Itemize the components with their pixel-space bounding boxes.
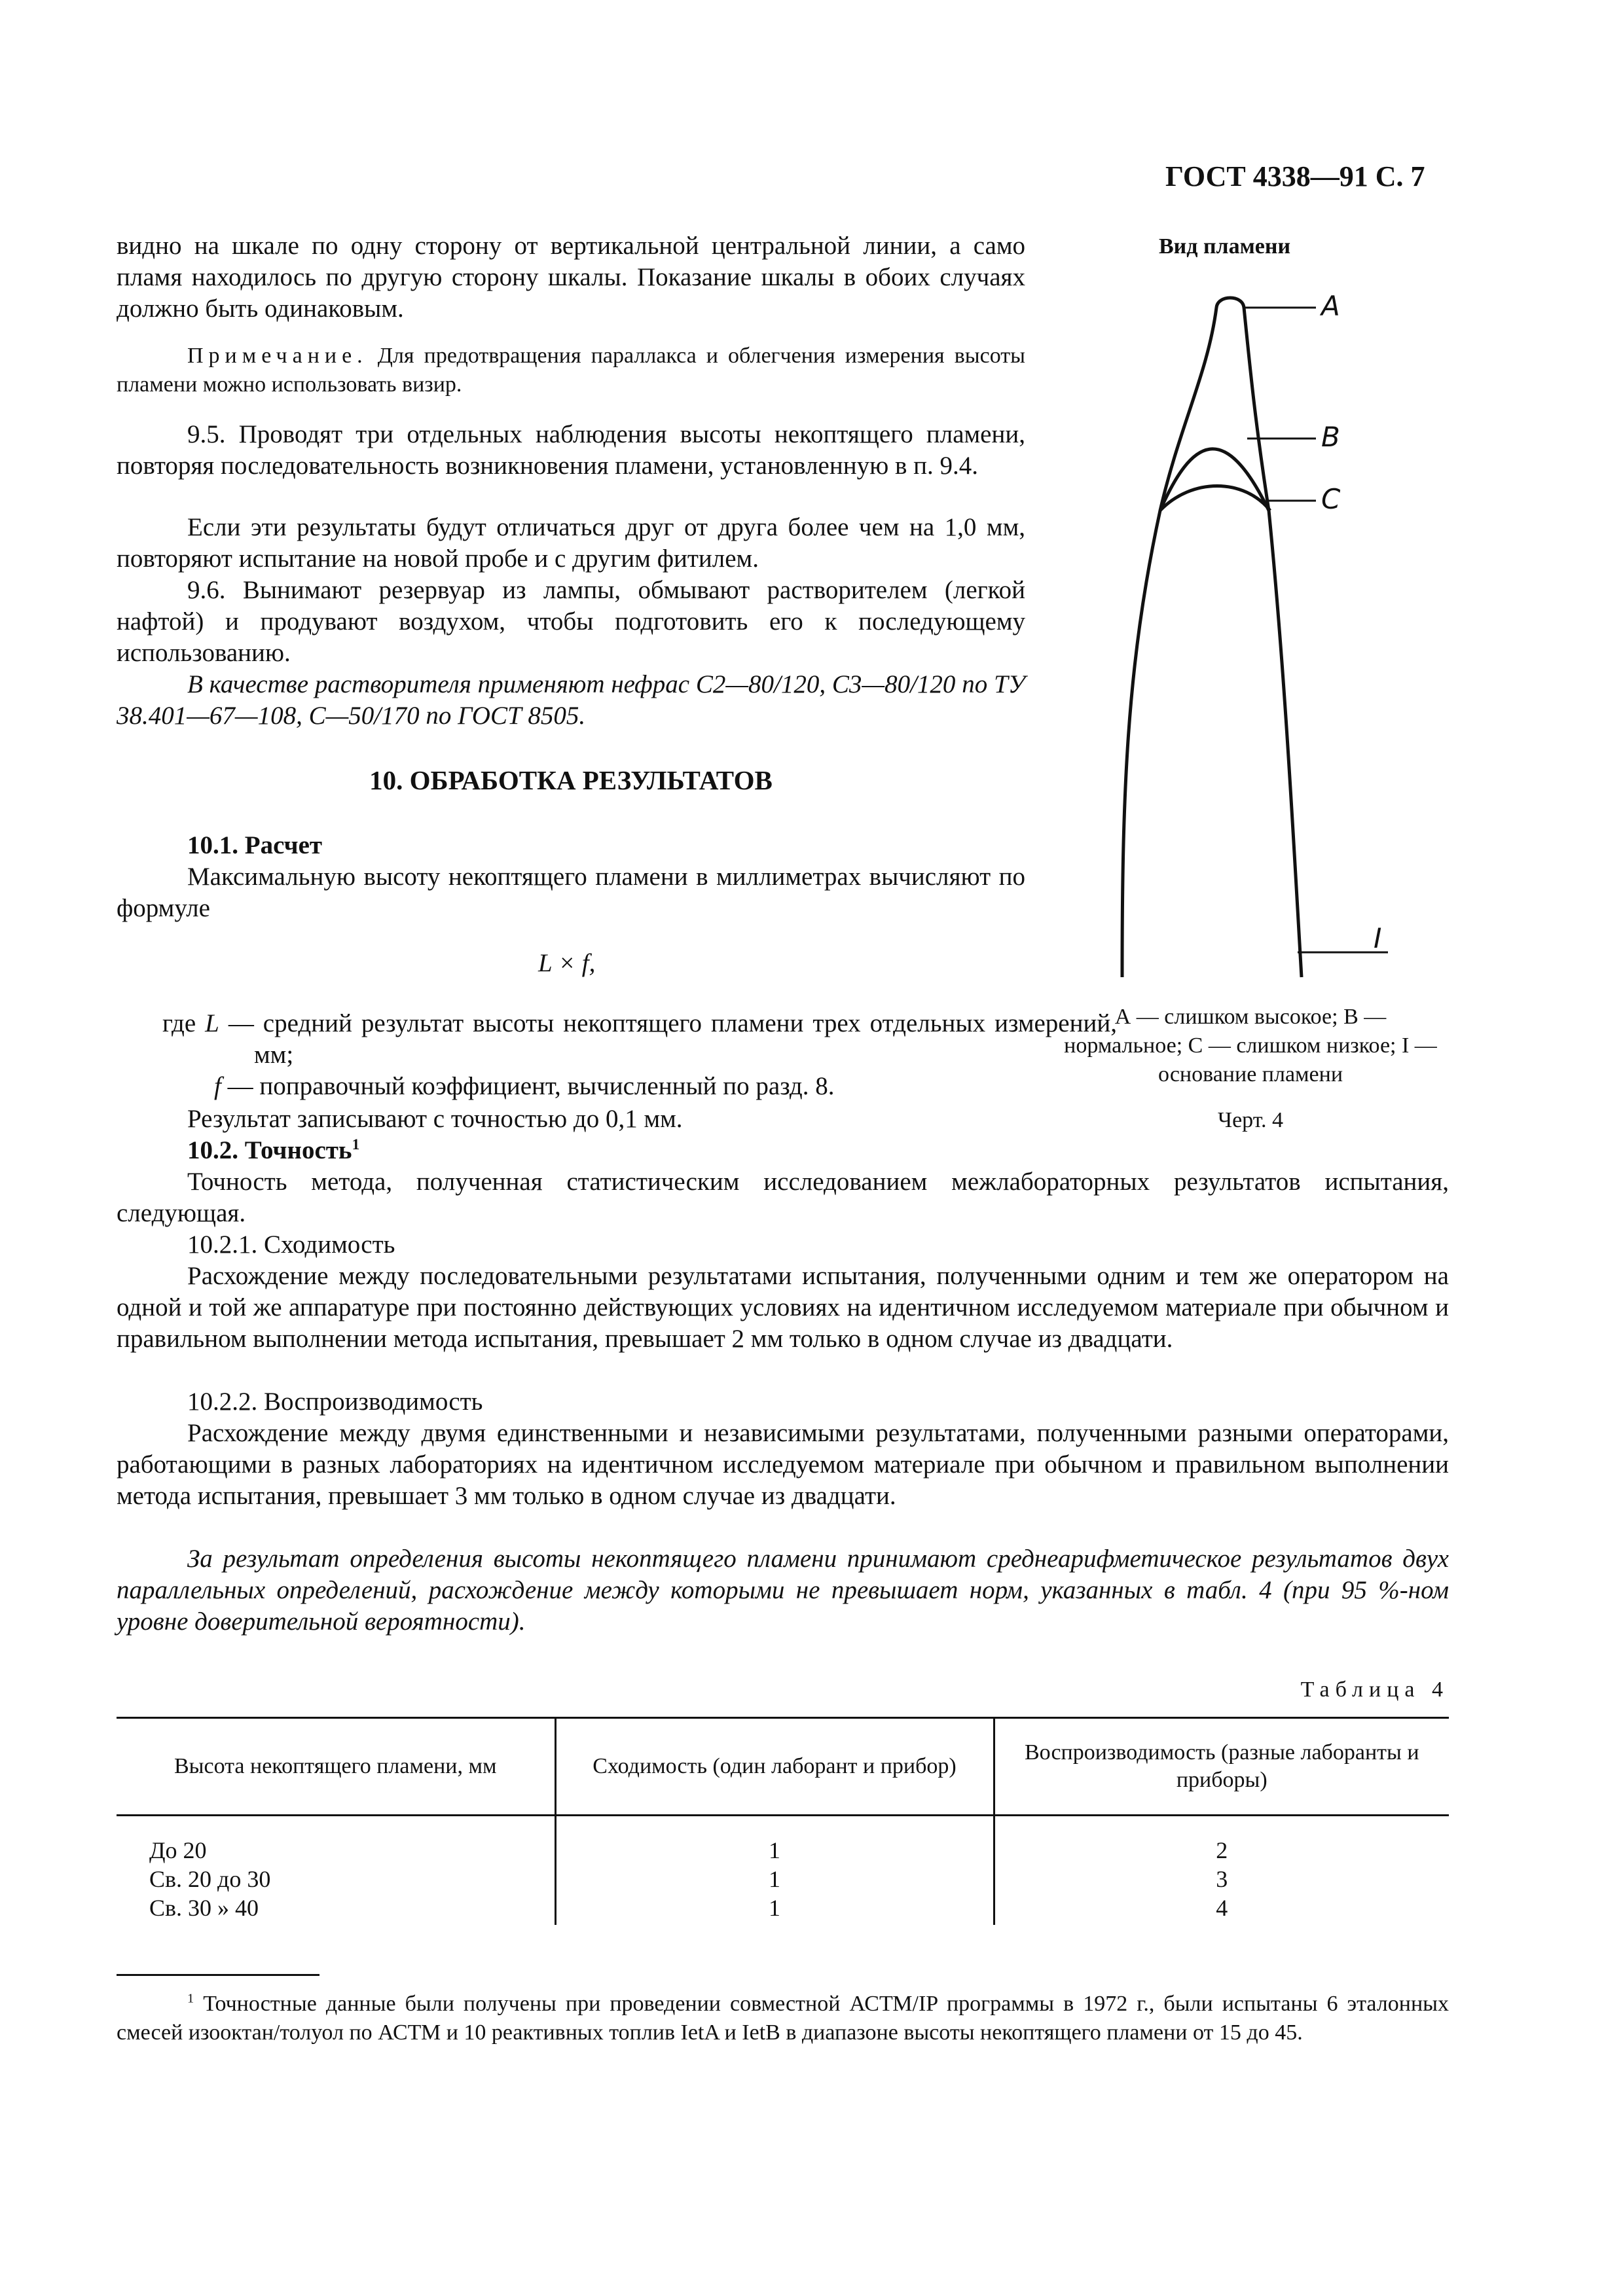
label-A: A: [1321, 290, 1340, 322]
label-C: C: [1321, 483, 1341, 515]
cell: До 20: [149, 1837, 207, 1863]
paragraph-9-5-b: Если эти результаты будут отличаться друг от друга более чем на 1,0 мм, повторяют испытание на новой пробе и с другим фитилем.: [117, 513, 1025, 573]
table-row: [117, 1816, 1449, 1926]
figure-number: Черт. 4: [1217, 1108, 1284, 1132]
note: [117, 342, 1025, 399]
symbol-f: f: [214, 1072, 221, 1100]
where-L: [162, 1008, 1117, 1071]
cell: 1: [769, 1837, 780, 1863]
footnote: [117, 1990, 1449, 2047]
table-cell-height: [117, 1816, 555, 1926]
footnote-mark: 1: [187, 1991, 194, 2006]
section-10-2-2-title: 10.2.2. Воспроизводимость: [187, 1388, 483, 1416]
table-cell-repeatability: [555, 1816, 994, 1926]
table-cell-reproducibility: [994, 1816, 1449, 1926]
where-L-text: — средний результат высоты некоптящего пламени трех отдельных измерений, мм;: [219, 1009, 1117, 1069]
figure-title: Вид пламени: [1159, 234, 1291, 259]
cell: 1: [769, 1866, 780, 1892]
table-header: Воспроизводимость (разные лаборанты и приборы): [994, 1718, 1449, 1816]
note-label: Примечание.: [187, 344, 368, 368]
table-header: Сходимость (один лаборант и прибор): [555, 1718, 994, 1816]
section-10-2-title: [187, 1135, 1235, 1166]
cell: 2: [1216, 1837, 1228, 1863]
paragraph-continued: видно на шкале по одну сторону от вертикальной центральной линии, а само пламя находилось по другую сторону шкалы. Показание шкалы в обоих случаях должно быть одинаковым.: [117, 232, 1025, 323]
section-10-2-1-title: 10.2.1. Сходимость: [187, 1230, 395, 1259]
section-10-2-2-text: Расхождение между двумя единственными и независимыми результатами, полученными разными операторами, работающими в разных лабораториях на идентичном исследуемом материале при обычном и правильном выполнении метода испытания, превышает 3 мм только в одном случае из двадцати.: [117, 1419, 1449, 1510]
cell: Св. 30 » 40: [149, 1895, 259, 1921]
where-prefix: где: [162, 1009, 206, 1037]
label-I: I: [1374, 922, 1382, 954]
precision-table: [117, 1717, 1449, 1925]
footnote-ref: 1: [352, 1136, 360, 1153]
page-header: ГОСТ 4338—91 С. 7: [1165, 160, 1425, 192]
footnote-divider: [117, 1974, 319, 1976]
italic-conclusion: За результат определения высоты некоптящего пламени принимают среднеарифметическое результатов двух параллельных определений, расхождение между которыми не превышает норм, указанных в табл. 4 (при 95 %-ном уровне доверительной вероятности).: [117, 1545, 1449, 1636]
paragraph-9-6-solvent: В качестве растворителя применяют нефрас С2—80/120, С3—80/120 по ТУ 38.401—67—108, С—50/170 по ГОСТ 8505.: [117, 670, 1025, 730]
paragraph-9-5: 9.5. Проводят три отдельных наблюдения высоты некоптящего пламени, повторяя последовательность возникновения пламени, установленную в п. 9.4.: [117, 420, 1025, 480]
cell: 4: [1216, 1895, 1228, 1921]
result-precision: Результат записывают с точностью до 0,1 мм.: [187, 1105, 683, 1133]
flame-outline-C: [1160, 486, 1270, 511]
cell: 1: [769, 1895, 780, 1921]
footnote-text: Точностные данные были получены при проведении совместной АСТМ/IP программы в 1972 г., были испытаны 6 эталонных смесей изооктан/толуол по АСТМ и 10 реактивных топлив IetA и IetB в диапазоне высоты некоптящего пламени от 15 до 45.: [117, 1992, 1449, 2045]
section-10-2-label: 10.2. Точность: [187, 1136, 352, 1164]
table-label: Таблица 4: [1300, 1677, 1449, 1702]
where-f-text: — поправочный коэффициент, вычисленный по разд. 8.: [221, 1072, 835, 1100]
paragraph-9-6: 9.6. Вынимают резервуар из лампы, обмывают растворителем (легкой нафтой) и продувают воздухом, чтобы подготовить его к последующему использованию.: [117, 576, 1025, 667]
note-text: Для предотвращения параллакса и облегчения измерения высоты пламени можно использовать визир.: [117, 344, 1025, 397]
table-header: Высота некоптящего пламени, мм: [117, 1718, 555, 1816]
figure-caption: А — слишком высокое; В — нормальное; С — слишком низкое; I — основание пламени: [1064, 1005, 1437, 1086]
section-10-2-1-text: Расхождение между последовательными результатами испытания, полученными одним и тем же оператором на одной и той же аппаратуре при постоянно действующих условиях на идентичном исследуемом материале при обычном и правильном выполнении метода испытания, превышает 2 мм только в одном случае из двадцати.: [117, 1262, 1449, 1353]
label-B: B: [1321, 421, 1340, 453]
section-10-2-text: Точность метода, полученная статистическим исследованием межлабораторных результатов испытания, следующая.: [117, 1168, 1449, 1227]
flame-outline-B: [1160, 449, 1269, 511]
section-10-1-title: 10.1. Расчет: [187, 831, 323, 859]
symbol-L: L: [205, 1009, 219, 1037]
flame-diagram: [1113, 275, 1453, 1001]
formula: L × f,: [538, 949, 596, 977]
cell: 3: [1216, 1866, 1228, 1892]
where-f: [214, 1071, 1025, 1102]
section-10-1-text: Максимальную высоту некоптящего пламени в миллиметрах вычисляют по формуле: [117, 863, 1025, 922]
flame-outline-A: [1122, 298, 1302, 977]
cell: Св. 20 до 30: [149, 1866, 271, 1892]
section-title: 10. ОБРАБОТКА РЕЗУЛЬТАТОВ: [369, 765, 773, 795]
